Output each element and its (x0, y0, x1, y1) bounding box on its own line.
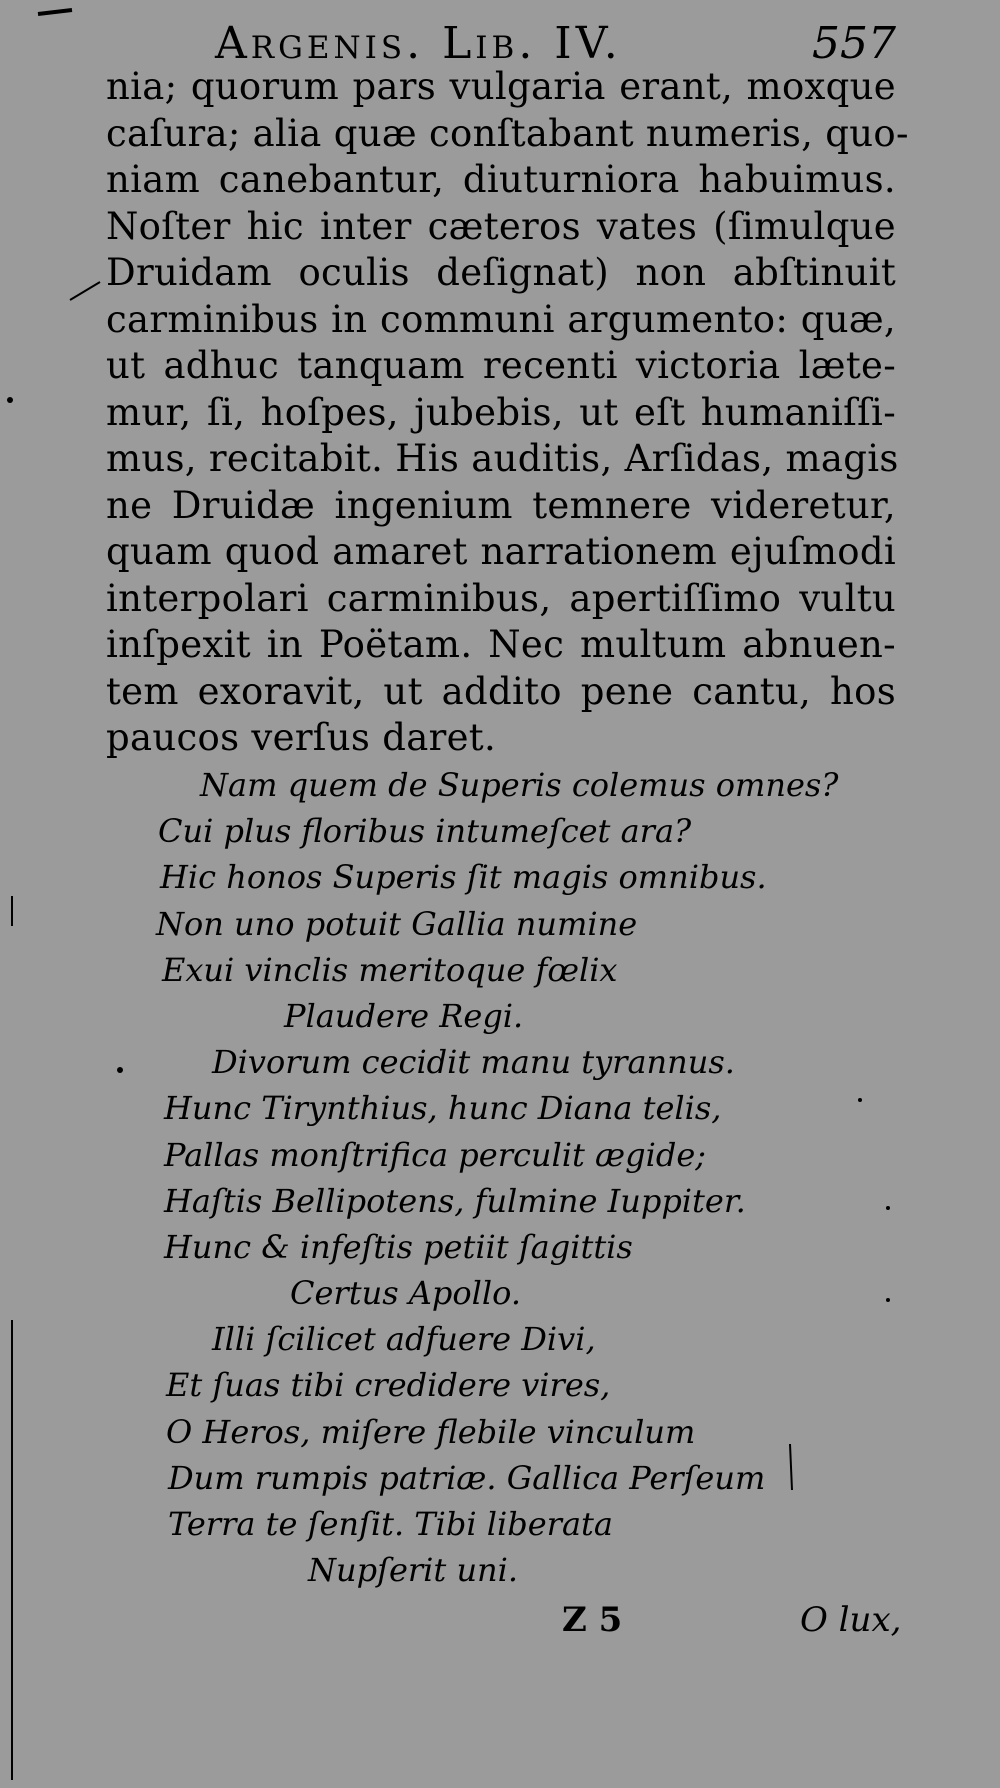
poem-line: Hic honos Superis ſit magis omnibus. (160, 858, 767, 897)
prose-line: quam quod amaret narrationem ejuſmodi (106, 530, 896, 573)
prose-line: Noſter hic inter cæteros vates (ſimulque (106, 204, 896, 248)
poem-line: O Heros, miſere flebile vinculum (166, 1412, 696, 1451)
poem-line: Dum rumpis patriæ. Gallica Perſeum (168, 1458, 766, 1497)
prose-line: niam canebantur, diuturniora habuimus. (106, 158, 896, 201)
poem-line: Et ſuas tibi credidere vires, (166, 1366, 611, 1405)
prose-line: ne Druidæ ingenium temnere videretur, (106, 483, 896, 527)
ink-speck (7, 397, 13, 403)
catchword: O lux, (800, 1600, 902, 1640)
poem-line: Hunc Tirynthius, hunc Diana telis, (164, 1089, 722, 1128)
poem-line: Pallas monſtrifica perculit ægide; (164, 1135, 707, 1174)
prose-line: carminibus in communi argumento: quæ, (106, 297, 896, 341)
signature-mark: Z 5 (562, 1600, 623, 1640)
poem-line: Divorum cecidit manu tyrannus. (212, 1043, 735, 1082)
page-number: 557 (812, 18, 896, 69)
prose-line: Druidam oculis deſignat) non abſtinuit (106, 251, 896, 294)
prose-line: nia; quorum pars vulgaria erant, moxque (106, 65, 896, 108)
prose-line: paucos verſus daret. (106, 716, 497, 759)
poem-line: Haſtis Bellipotens, fulmine Iuppiter. (164, 1181, 746, 1220)
prose-line: mus, recitabit. His auditis, Arſidas, magis (106, 437, 899, 480)
prose-line: caſura; alia quæ conſtabant numeris, quo- (106, 111, 909, 155)
prose-line: interpolari carminibus, apertiſſimo vultu (106, 576, 896, 620)
prose-line: inſpexit in Poëtam. Nec multum abnuen- (106, 623, 896, 666)
poem-line: Nupſerit uni. (308, 1551, 519, 1590)
page-footer (0, 1600, 1000, 1660)
poem-line: Plaudere Regi. (284, 996, 524, 1035)
poem-block (0, 762, 1000, 1593)
poem-line: Nam quem de Superis colemus omnes? (200, 766, 839, 804)
prose-line: tem exoravit, ut addito pene cantu, hos (106, 669, 896, 713)
poem-line: Exui vinclis meritoque fœlix (162, 950, 618, 989)
prose-block (106, 64, 909, 762)
prose-line: ut adhuc tanquam recenti victoria læte- (106, 344, 896, 387)
poem-line: Non uno potuit Gallia numine (156, 904, 638, 943)
running-title: Argenis. Lib. IV. (215, 18, 622, 69)
poem-line: Cui plus floribus intumeſcet ara? (158, 812, 692, 851)
poem-line: Illi ſcilicet adfuere Divi, (212, 1320, 596, 1359)
poem-line: Terra te ſenſit. Tibi liberata (168, 1505, 613, 1543)
poem-line: Hunc & infeſtis petiit ſagittis (164, 1227, 633, 1266)
margin-stroke (70, 282, 100, 300)
prose-line: mur, ſi, hoſpes, jubebis, ut eſt humaniſſi- (106, 390, 896, 434)
poem-line: Certus Apollo. (290, 1274, 521, 1313)
